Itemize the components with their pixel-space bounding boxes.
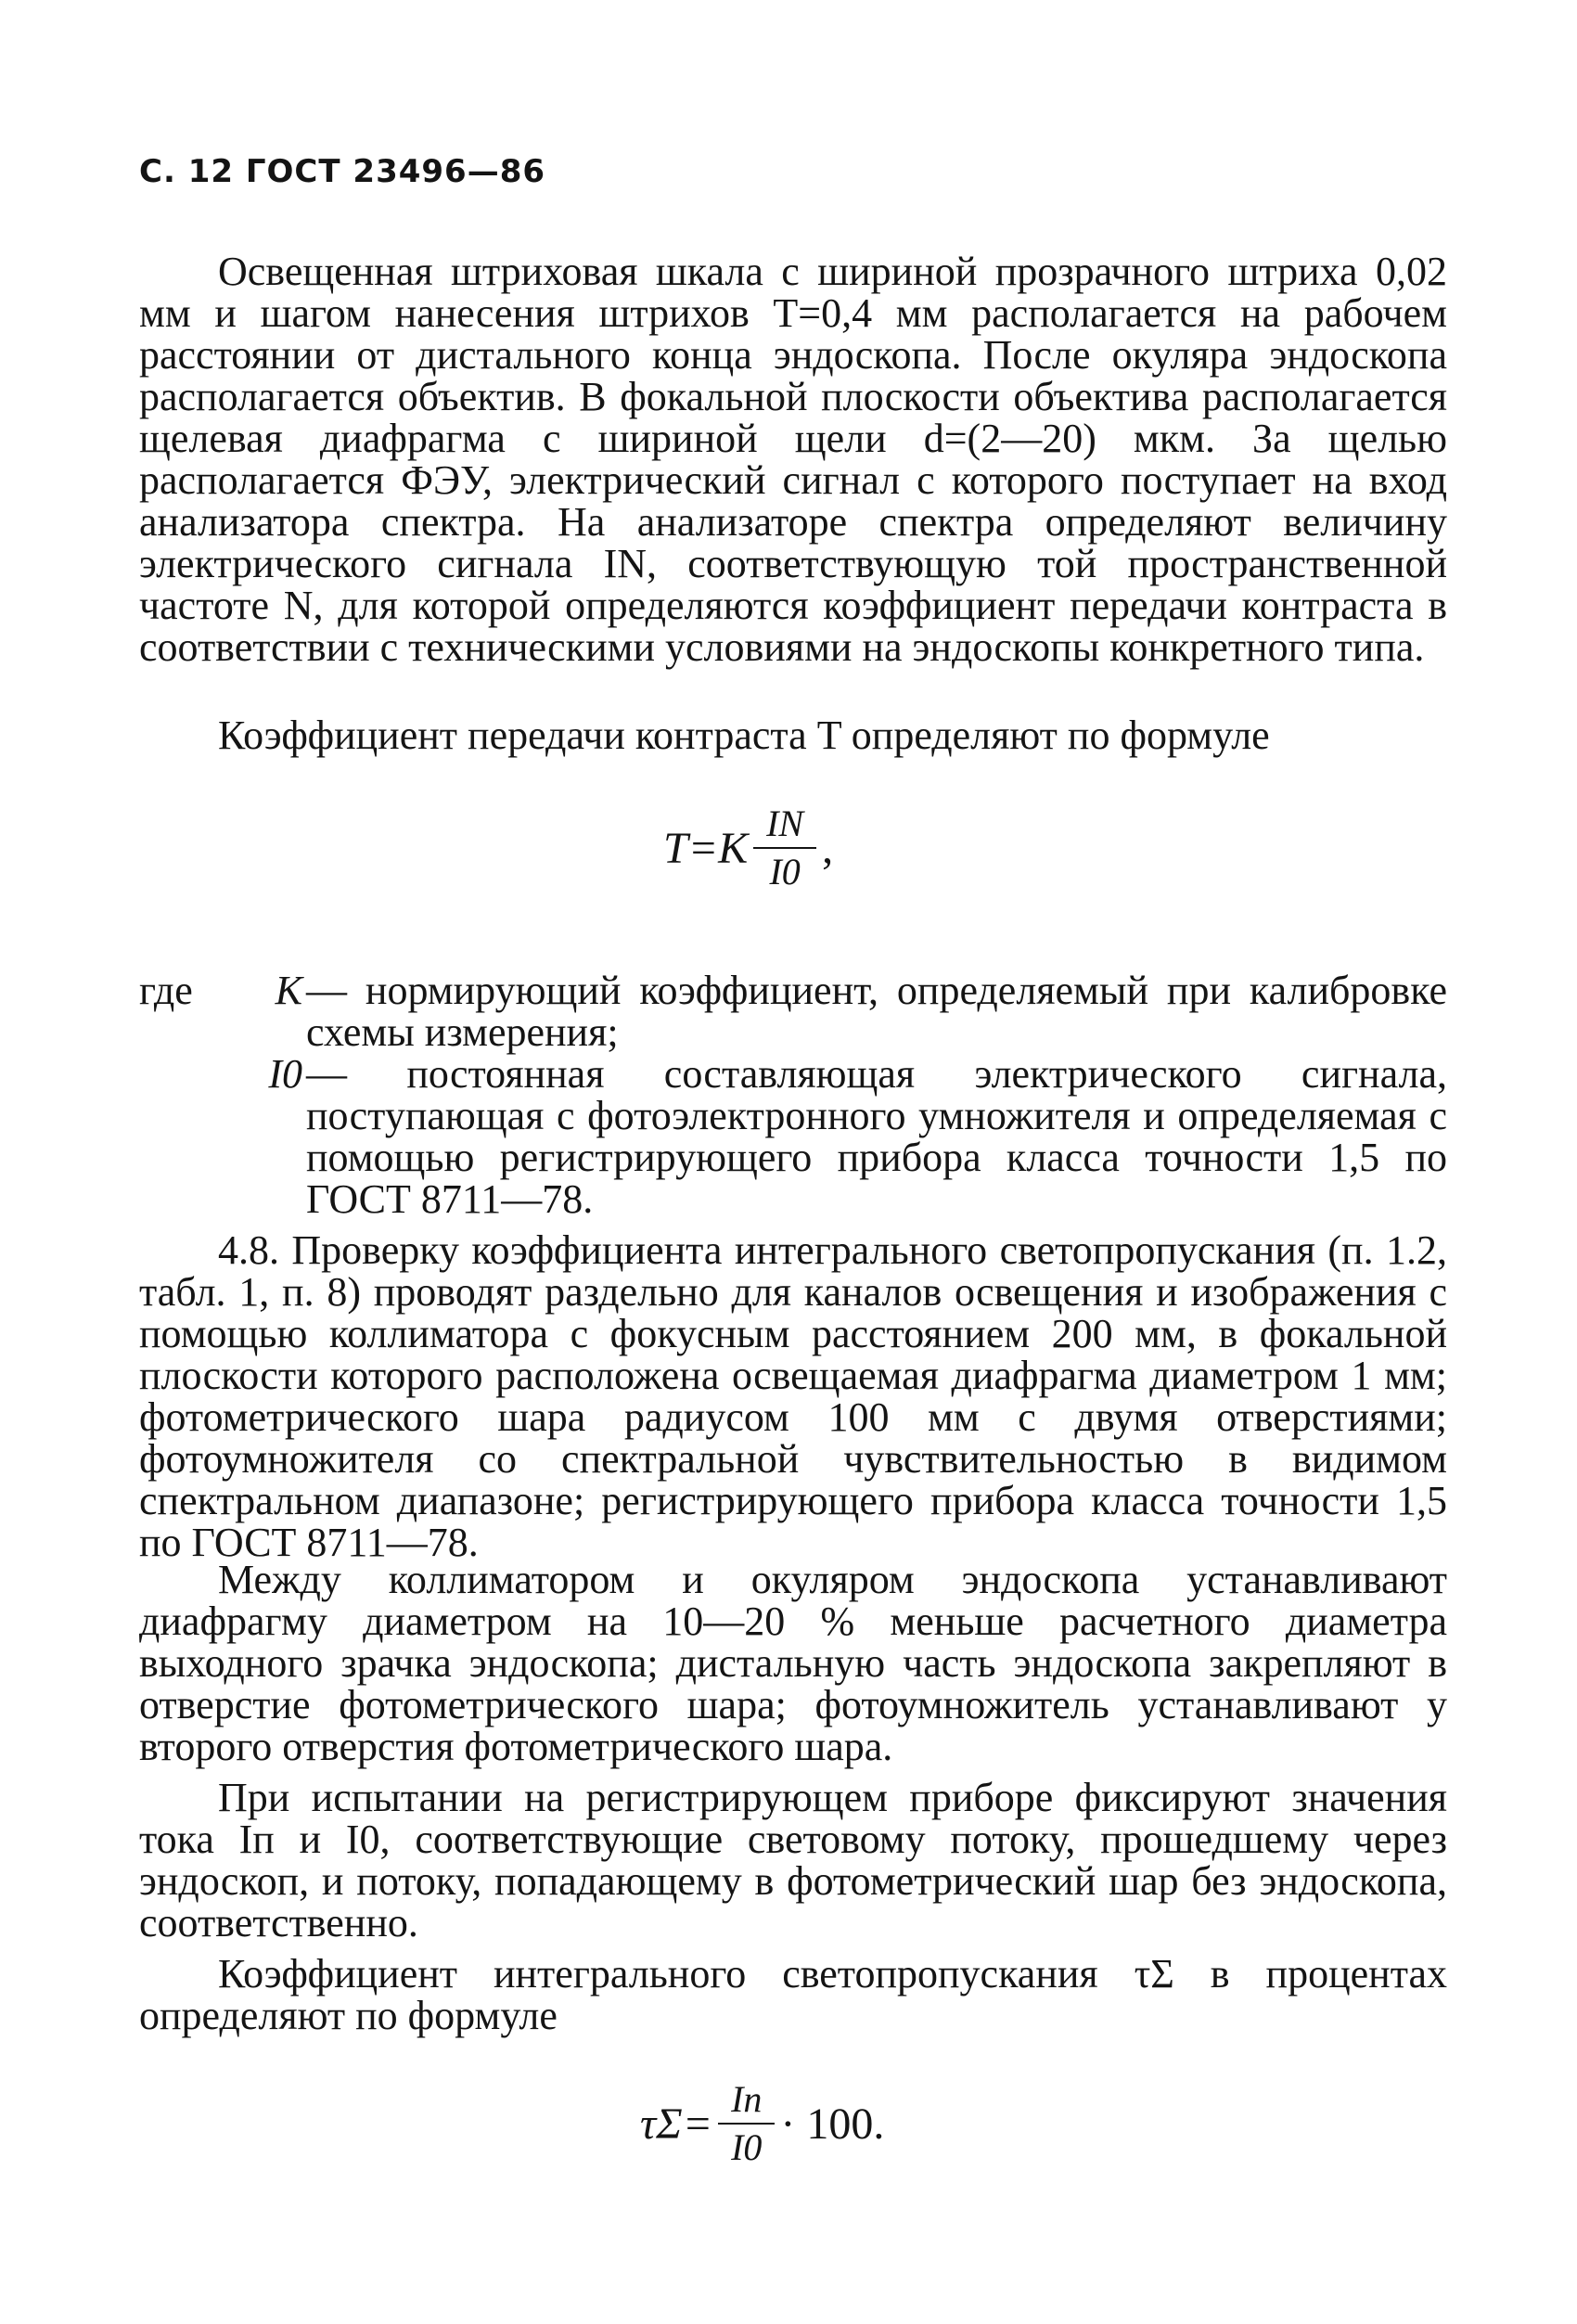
legend-definition: — постоянная составляющая электрического сигнала, поступающая с фотоэлектронного умножителя и определяемая с помощью регистрирующего прибора класса точности 1,5 по ГОСТ 8711—78. xyxy=(306,1051,1447,1222)
formula-1-lhs: T=K xyxy=(663,823,749,873)
formula-2-denominator: I0 xyxy=(731,2126,763,2168)
formula-legend xyxy=(139,969,1447,1220)
formula-1-tail: , xyxy=(822,823,834,873)
formula-2-tail: · 100. xyxy=(780,2099,885,2149)
paragraph-contrast-formula-intro: Коэффициент передачи контраста T определяют по формуле xyxy=(218,713,1270,758)
formula-2-numerator: Iп xyxy=(718,2078,775,2125)
legend-item xyxy=(139,969,1447,1053)
paragraph-transmittance-formula-intro: Коэффициент интегрального светопропускания τΣ в процентах определяют по формуле xyxy=(139,1951,1447,2038)
formula-1-denominator: I0 xyxy=(769,851,801,892)
formula-contrast-transfer xyxy=(663,802,833,893)
formula-1-fraction xyxy=(753,802,816,893)
paragraph-diaphragm-setup: Между коллиматором и окуляром эндоскопа устанавливают диафрагму диаметром на 10—20 % меньше расчетного диаметра выходного зрачка эндоскопа; дистальную часть эндоскопа закрепляют в отверстие фотометрического шара; фотоумножитель устанавливают у второго отверстия фотометрического шара. xyxy=(139,1557,1447,1769)
formula-2-lhs: τΣ= xyxy=(640,2099,713,2149)
page-header: С. 12 ГОСТ 23496—86 xyxy=(139,153,546,190)
legend-definition: — нормирующий коэффициент, определяемый при калибровке схемы измерения; xyxy=(306,968,1447,1055)
legend-lead: где xyxy=(139,968,193,1013)
formula-1-numerator: IN xyxy=(753,802,816,849)
legend-symbol: I0 xyxy=(268,1051,302,1097)
paragraph-scale-description: Освещенная штриховая шкала с шириной прозрачного штриха 0,02 мм и шагом нанесения штрихов T=0,4 мм располагается на рабочем расстоянии от дистального конца эндоскопа. После окуляра эндоскопа располагается объектив. В фокальной плоскости объектива располагается щелевая диафрагма с шириной щели d=(2—20) мкм. За щелью располагается ФЭУ, электрический сигнал с которого поступает на вход анализатора спектра. На анализаторе спектра определяют величину электрического сигнала IN, соответствующую той пространственной частоте N, для которой определяются коэффициент передачи контраста в соответствии с техническими условиями на эндоскопы конкретного типа. xyxy=(139,249,1447,670)
paragraph-4-8-transmittance-check: 4.8. Проверку коэффициента интегрального светопропускания (п. 1.2, табл. 1, п. 8) проводят раздельно для каналов освещения и изображения с помощью коллиматора с фокусным расстоянием 200 мм, в фокальной плоскости которого расположена освещаемая диафрагма диаметром 1 мм; фотометрического шара радиусом 100 мм с двумя отверстиями; фотоумножителя со спектральной чувствительностью в видимом спектральном диапазоне; регистрирующего прибора класса точности 1,5 по ГОСТ 8711—78. xyxy=(139,1227,1447,1565)
legend-symbol: K xyxy=(275,968,302,1013)
legend-item xyxy=(139,1053,1447,1220)
paragraph-current-measurement: При испытании на регистрирующем приборе фиксируют значения тока Iп и I0, соответствующие световому потоку, прошедшему через эндоскоп, и потоку, попадающему в фотометрический шар без эндоскопа, соответственно. xyxy=(139,1775,1447,1945)
formula-2-fraction xyxy=(718,2078,775,2169)
formula-integral-transmittance xyxy=(640,2078,884,2169)
